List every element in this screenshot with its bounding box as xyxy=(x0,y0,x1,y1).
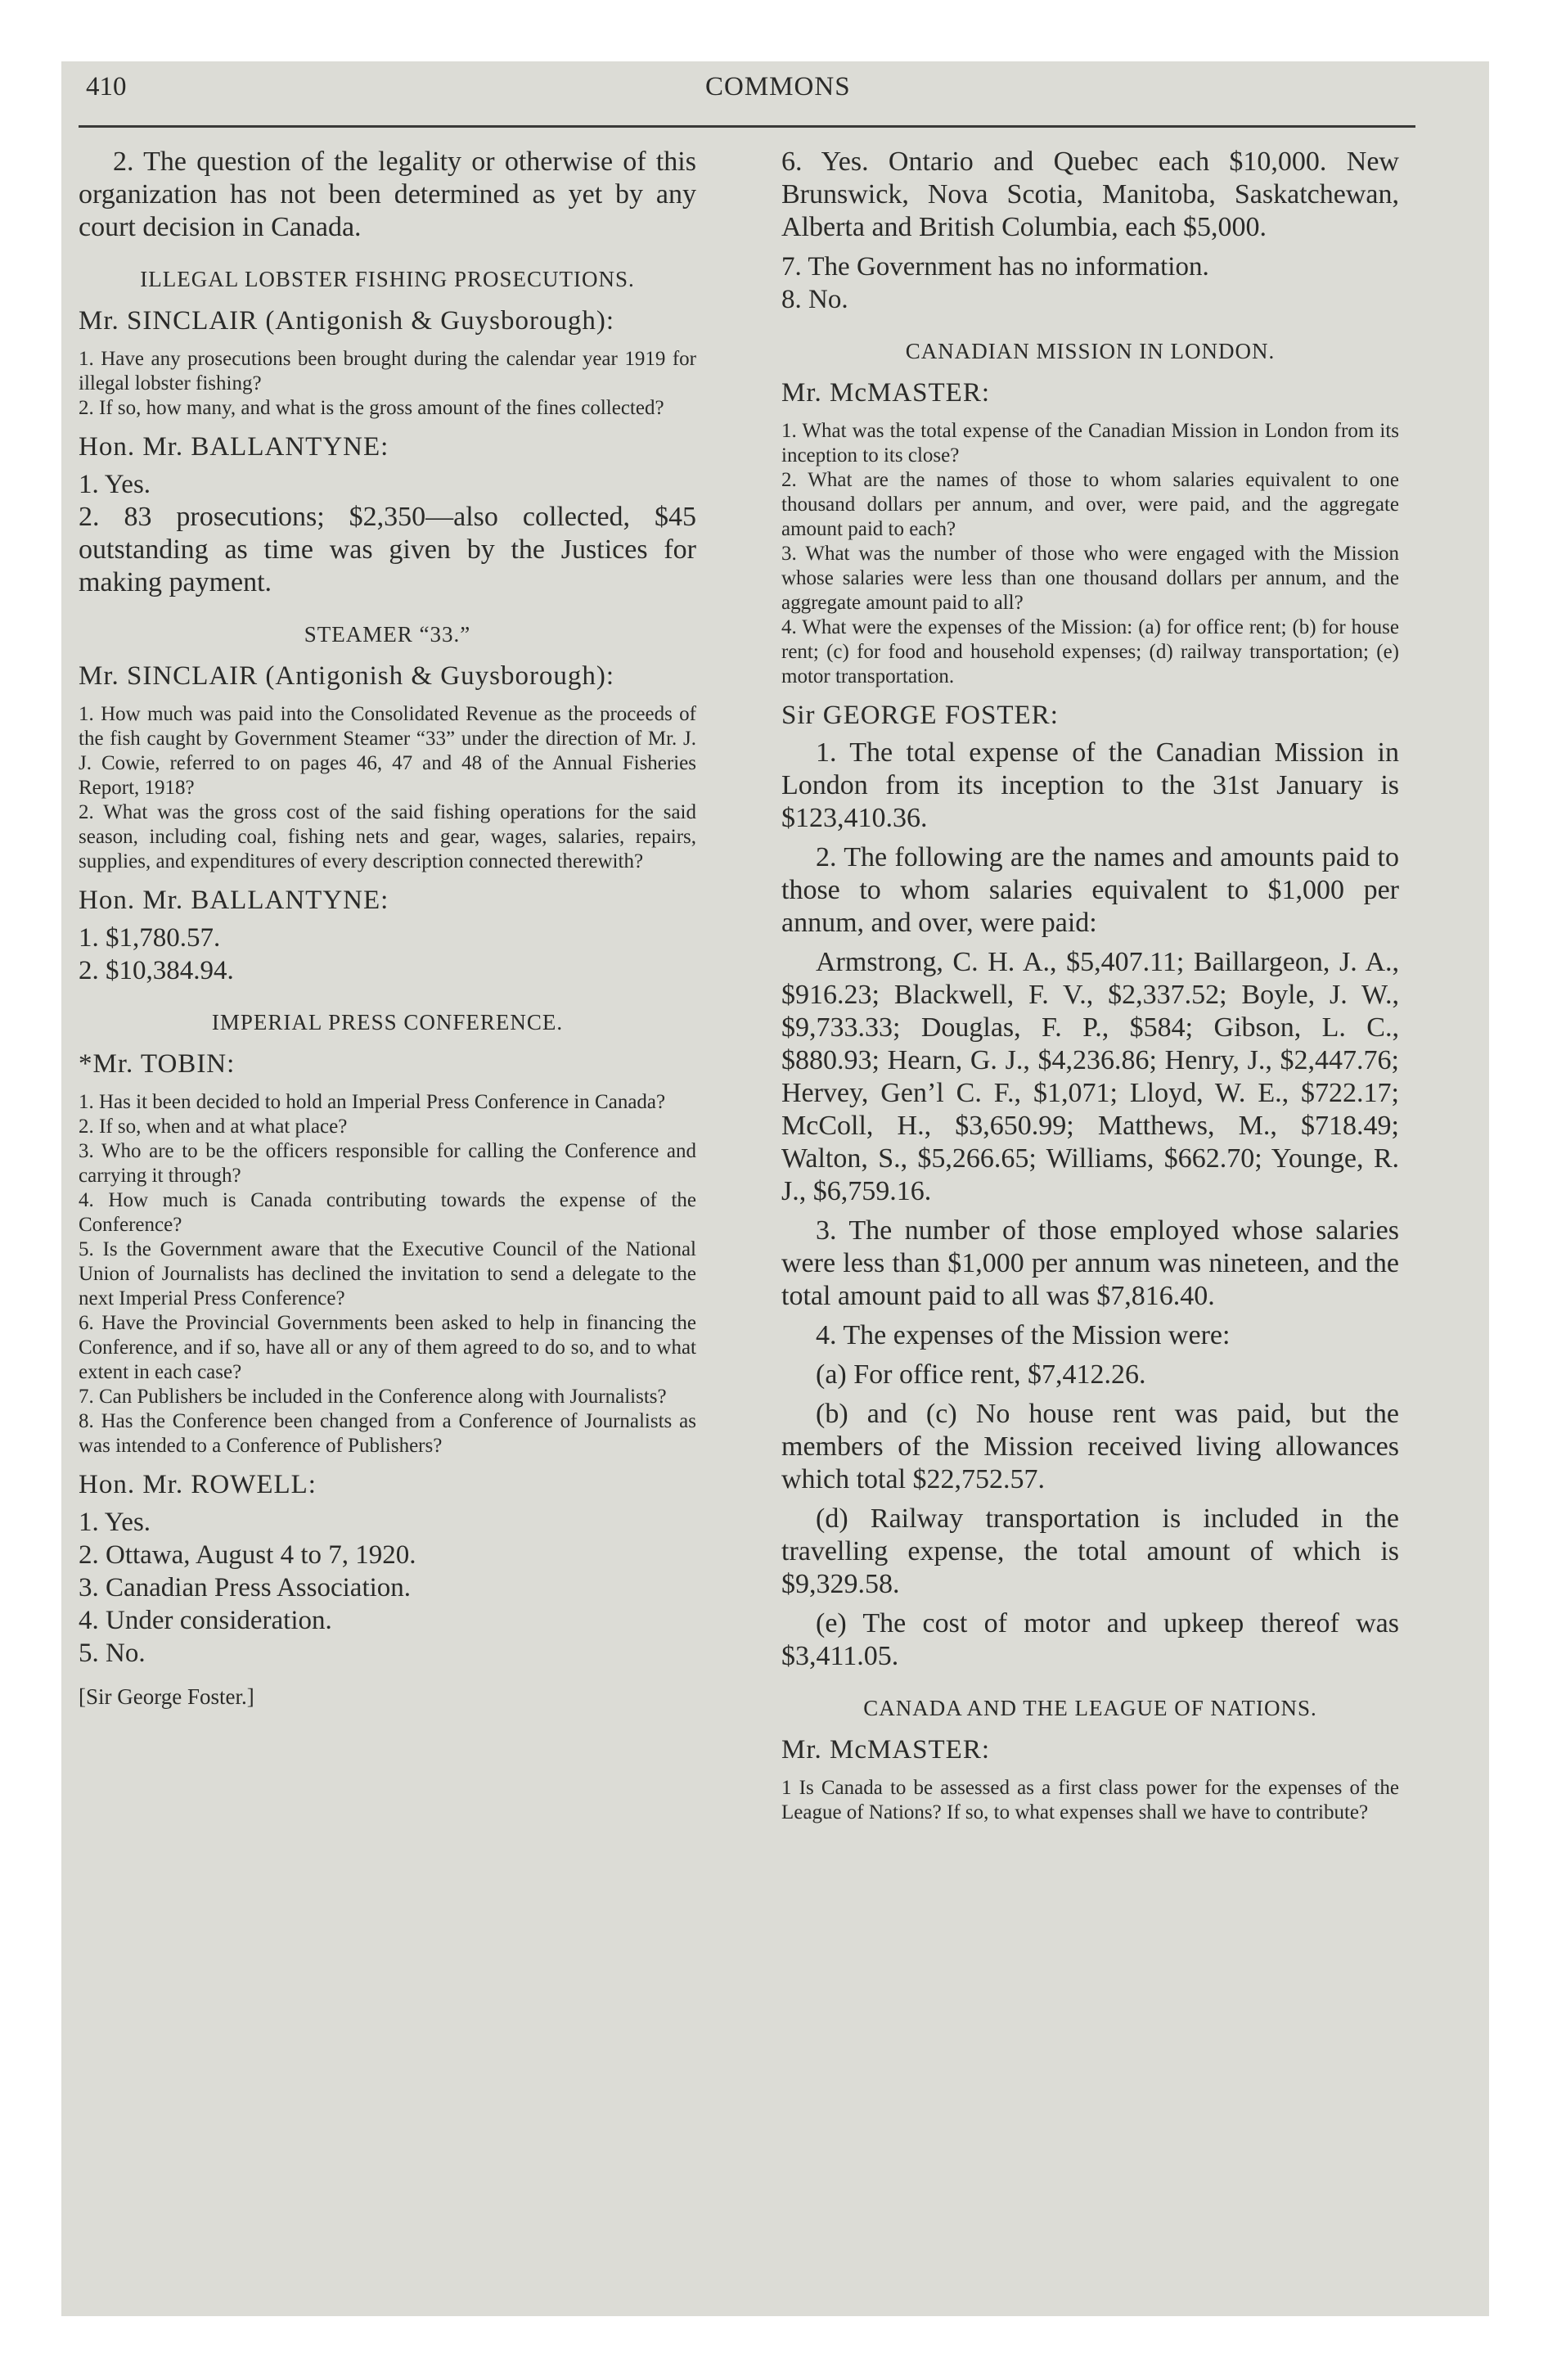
left-column xyxy=(79,146,696,1711)
answer-line: 5. No. xyxy=(79,1639,146,1668)
question-paragraph: 3. What was the number of those who were engaged with the Mission whose salaries were less than one thousand dollars per annum, and the aggregate amount paid to all? xyxy=(781,543,1399,614)
question-paragraph: 1. Have any prosecutions been brought during the calendar year 1919 for illegal lobster fishing? xyxy=(79,348,696,394)
question-paragraph: 5. Is the Government aware that the Executive Council of the National Union of Journalists has declined the invitation to send a delegate to the next Imperial Press Conference? xyxy=(79,1238,696,1309)
question-paragraph: 2. If so, when and at what place? xyxy=(79,1116,348,1138)
answer-paragraph: 1. The total expense of the Canadian Mission in London from its inception to the 31st January is $123,410.36. xyxy=(781,737,1399,833)
asker-mcmaster-league: Mr. McMASTER: xyxy=(781,1735,991,1765)
answer-paragraph: 3. The number of those employed whose salaries were less than $1,000 per annum was nineteen, and the total amount paid to all was $7,816.40. xyxy=(781,1215,1399,1311)
page-number: 410 xyxy=(86,72,127,101)
question-paragraph: 1. How much was paid into the Consolidated Revenue as the proceeds of the fish caught by Government Steamer “33” under the direction of Mr. J. J. Cowie, referred to on pages 46, 47 and 48 of the Annual Fisheries Report, 1918? xyxy=(79,703,696,799)
answer-paragraph: (b) and (c) No house rent was paid, but the members of the Mission received living allowances which total $22,752.57. xyxy=(781,1399,1399,1494)
answerer-ballantyne-steamer: Hon. Mr. BALLANTYNE: xyxy=(79,886,389,915)
asker-sinclair-steamer: Mr. SINCLAIR (Antigonish & Guysborough): xyxy=(79,661,615,691)
section-heading-league: CANADA AND THE LEAGUE OF NATIONS. xyxy=(863,1696,1317,1720)
answer-line: 7. The Government has no information. xyxy=(781,252,1209,282)
answer-line: 2. Ottawa, August 4 to 7, 1920. xyxy=(79,1540,416,1570)
question-paragraph: 7. Can Publishers be included in the Conference along with Journalists? xyxy=(79,1386,667,1408)
answer-line: 3. Canadian Press Association. xyxy=(79,1573,412,1602)
question-paragraph: 4. What were the expenses of the Mission: (a) for office rent; (b) for house rent; (c) for food and household expenses; (d) railway transportation; (e) motor transportation. xyxy=(781,616,1399,687)
answer-paragraph: (e) The cost of motor and upkeep thereof was $3,411.05. xyxy=(781,1608,1399,1671)
answer-paragraph: Armstrong, C. H. A., $5,407.11; Baillargeon, J. A., $916.23; Blackwell, F. V., $2,337.52; Boyle, J. W., $9,733.33; Douglas, F. P., $584; Gibson, L. C., $880.93; Hearn, G. J., $4,236.86; Henry, J., $2,447.76; Hervey, Gen’l C. F., $1,071; Lloyd, W. E., $722.17; McColl, H., $3,650.99; Matthews, M., $718.49; Walton, S., $5,266.65; Williams, $662.70; Younge, R. J., $6,759.16. xyxy=(781,947,1399,1206)
answer-line: 4. Under consideration. xyxy=(79,1606,332,1635)
right-column xyxy=(781,146,1399,1825)
question-paragraph: 1. What was the total expense of the Canadian Mission in London from its inception to its close? xyxy=(781,420,1399,467)
asker-mcmaster-mission: Mr. McMASTER: xyxy=(781,378,991,408)
asker-tobin: *Mr. TOBIN: xyxy=(79,1049,236,1079)
question-paragraph: 1 Is Canada to be assessed as a first class power for the expenses of the League of Nations? If so, to what expenses shall we have to contribute? xyxy=(781,1777,1399,1823)
answer-paragraph: 6. Yes. Ontario and Quebec each $10,000. New Brunswick, Nova Scotia, Manitoba, Saskatchewan, Alberta and British Columbia, each $5,000. xyxy=(781,146,1399,242)
asker-sinclair-lobster: Mr. SINCLAIR (Antigonish & Guysborough): xyxy=(79,306,615,336)
answer-paragraph: (a) For office rent, $7,412.26. xyxy=(816,1359,1146,1390)
section-heading-steamer: STEAMER “33.” xyxy=(304,622,471,647)
question-paragraph: 6. Have the Provincial Governments been asked to help in financing the Conference, and if so, have all or any of them agreed to do so, and to what extent in each case? xyxy=(79,1312,696,1383)
question-paragraph: 8. Has the Conference been changed from a Conference of Journalists as was intended to a Conference of Publishers? xyxy=(79,1410,696,1457)
intro-paragraph: 2. The question of the legality or otherwise of this organization has not been determined as yet by any court decision in Canada. xyxy=(79,146,696,242)
question-paragraph: 2. If so, how many, and what is the gross amount of the fines collected? xyxy=(79,397,664,419)
section-heading-lobster: ILLEGAL LOBSTER FISHING PROSECUTIONS. xyxy=(140,267,635,291)
header-rule xyxy=(79,125,1415,128)
answer-line: 1. $1,780.57. xyxy=(79,923,221,953)
section-heading-mission: CANADIAN MISSION IN LONDON. xyxy=(905,339,1276,363)
answer-line: 1. Yes. xyxy=(79,1508,151,1537)
answer-paragraph: 4. The expenses of the Mission were: xyxy=(816,1320,1231,1350)
answer-line: 2. $10,384.94. xyxy=(79,956,234,985)
question-paragraph: 4. How much is Canada contributing towards the expense of the Conference? xyxy=(79,1189,696,1236)
footer-note: [Sir George Foster.] xyxy=(79,1684,254,1709)
answerer-rowell: Hon. Mr. ROWELL: xyxy=(79,1470,317,1499)
answer-paragraph: (d) Railway transportation is included in the travelling expense, the total amount of which is $9,329.58. xyxy=(781,1503,1399,1599)
running-head: COMMONS xyxy=(705,72,851,101)
question-paragraph: 1. Has it been decided to hold an Imperial Press Conference in Canada? xyxy=(79,1091,666,1113)
answer-paragraph: 2. 83 prosecutions; $2,350—also collected, $45 outstanding as time was given by the Justices for making payment. xyxy=(79,502,696,597)
question-paragraph: 2. What are the names of those to whom salaries equivalent to one thousand dollars per annum, and over, were paid, and the aggregate amount paid to each? xyxy=(781,469,1399,540)
answer-paragraph: 2. The following are the names and amounts paid to those to whom salaries equivalent to $1,000 per annum, and over, were paid: xyxy=(781,842,1399,938)
question-paragraph: 2. What was the gross cost of the said fishing operations for the said season, including coal, fishing nets and gear, wages, salaries, repairs, supplies, and expenditures of every description connected therewith? xyxy=(79,801,696,872)
answerer-ballantyne-lobster: Hon. Mr. BALLANTYNE: xyxy=(79,432,389,462)
answer-line: 8. No. xyxy=(781,285,848,314)
answerer-foster: Sir GEORGE FOSTER: xyxy=(781,701,1059,730)
section-heading-press: IMPERIAL PRESS CONFERENCE. xyxy=(211,1010,564,1034)
answer-line: 1. Yes. xyxy=(79,470,151,499)
question-paragraph: 3. Who are to be the officers responsible for calling the Conference and carrying it through? xyxy=(79,1140,696,1187)
